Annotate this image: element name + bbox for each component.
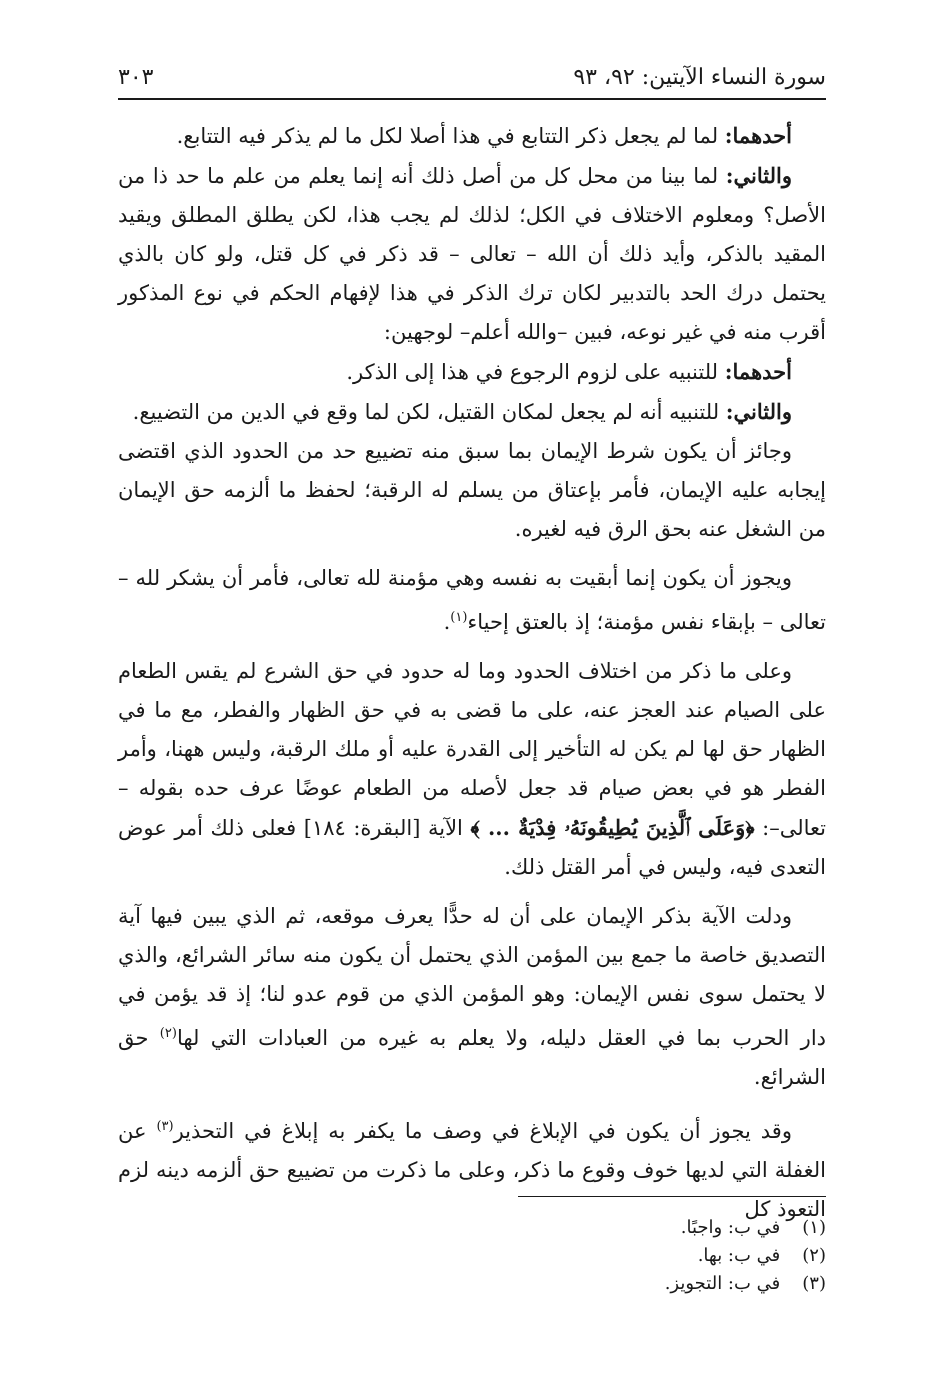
paragraph xyxy=(118,1107,826,1229)
footnote-number: (٣) xyxy=(802,1273,826,1294)
footnote-number: (٢) xyxy=(802,1245,826,1266)
footnote-ref: (٢) xyxy=(159,1026,177,1041)
footnote-text: في ب: بها. xyxy=(697,1245,781,1266)
paragraph xyxy=(118,352,826,392)
footnote-ref: (٣) xyxy=(156,1119,174,1134)
paragraph-label: والثاني: xyxy=(725,163,792,188)
paragraph-text: لما لم يجعل ذكر التتابع في هذا أصلا لكل ما لم يذكر فيه التتابع. xyxy=(176,124,719,148)
paragraph xyxy=(118,116,826,156)
paragraph-text: للتنبيه على لزوم الرجوع في هذا إلى الذكر. xyxy=(346,360,719,384)
running-title: سورة النساء الآيتين: ٩٢، ٩٣ xyxy=(573,65,826,90)
paragraph-text: الآية [البقرة: ١٨٤] فعلى ذلك أمر عوض التعدى فيه، وليس في أمر القتل ذلك. xyxy=(118,816,826,879)
footnote xyxy=(326,1214,826,1242)
paragraph: وجائز أن يكون شرط الإيمان بما سبق منه تضييع حد من الحدود الذي اقتضى إيجابه عليه الإيمان، فأمر بإعتاق من يسلم له الرقبة؛ لحفظ ما ألزمه حق الإيمان من الشغل عنه بحق الرق فيه لغيره. xyxy=(118,439,826,541)
paragraph-text: حق الشرائع. xyxy=(118,1026,826,1089)
footnote-separator xyxy=(518,1196,826,1197)
paragraph-text: وعلى ما ذكر من اختلاف الحدود وما له حدود في حق الشرع لم يقس الطعام على الصيام عند العجز عنه، على ما قضى به في حق الظهار والفطر، مع ما في الظهار حق لها لم يكن له التأخير إلى القدرة عليه أو ملك الرقبة، وليس ههنا، وأمر الفطر هو في بعض صيام قد جعل لأصله من الطعام عوضًا عرف حده بقوله –تعالى–: xyxy=(118,659,826,840)
paragraph-text: عن الغفلة التي لديها خوف وقوع ما ذكر، وعلى ما ذكرت من تضييع حق ألزمه دينه لزم التعوذ كل xyxy=(118,1119,826,1221)
footnote-ref: (١) xyxy=(450,610,468,625)
paragraph-text: ويجوز أن يكون إنما أبقيت به نفسه وهي مؤمنة لله تعالى، فأمر أن يشكر لله – تعالى – بإبقاء نفس مؤمنة؛ إذ بالعتق إحياء xyxy=(118,566,826,634)
page-number: ٣٠٣ xyxy=(118,65,154,90)
paragraph-label: والثاني: xyxy=(725,399,792,424)
page-header xyxy=(118,48,826,100)
footnotes xyxy=(326,1214,826,1298)
paragraph-label: أحدهما: xyxy=(724,123,792,148)
paragraph xyxy=(118,559,826,642)
paragraph-end: . xyxy=(443,610,451,634)
paragraph-label: أحدهما: xyxy=(724,359,792,384)
footnote xyxy=(326,1242,826,1270)
footnote-text: في ب: واجبًا. xyxy=(680,1217,781,1238)
footnote-text: في ب: التجويز. xyxy=(664,1273,781,1294)
quran-quote: ﴿وَعَلَى ٱلَّذِينَ يُطِيقُونَهُۥ فِدْيَةٌ ... ﴾ xyxy=(470,815,755,840)
paragraph xyxy=(118,156,826,352)
paragraph xyxy=(118,652,826,887)
paragraph-text: لما بينا من محل كل من أصل ذلك أنه إنما يعلم من علم ما حد ذا من الأصل؟ ومعلوم الاختلاف في الكل؛ لذلك لم يجب هذا، لكن يطلق المطلق ويقيد المقيد بالذكر، وأيد ذلك أن الله – تعالى – قد ذكر في كل قتل، ولو كان بالذي يحتمل درك الحد بالتدبير لكان ترك الذكر في هذا لإفهام الحكم في نوع المذكور أقرب منه في غير نوعه، فبين –والله أعلم– لوجهين: xyxy=(118,164,826,344)
paragraph-text: وقد يجوز أن يكون في الإبلاغ في وصف ما يكفر به إبلاغ في التحذير xyxy=(173,1119,792,1143)
paragraph-text: للتنبيه أنه لم يجعل لمكان القتيل، لكن لما وقع في الدين من التضييع. xyxy=(132,400,720,424)
paragraph-text: ودلت الآية بذكر الإيمان على أن له حدًّا يعرف موقعه، ثم الذي يبين فيها آية التصديق خاصة ما جمع بين المؤمن الذي يحتمل أن يكون منه سائر الشرائع، والذي لا يحتمل سوى نفس الإيمان: وهو المؤمن الذي من قوم عدو لنا؛ إذ قد يؤمن في دار الحرب بما في العقل دليله، ولا يعلم به غيره من العبادات التي لها xyxy=(118,904,827,1050)
paragraph xyxy=(118,897,826,1097)
main-text xyxy=(118,116,826,1229)
footnote-number: (١) xyxy=(802,1217,826,1238)
paragraph xyxy=(118,392,826,432)
footnote xyxy=(326,1270,826,1298)
